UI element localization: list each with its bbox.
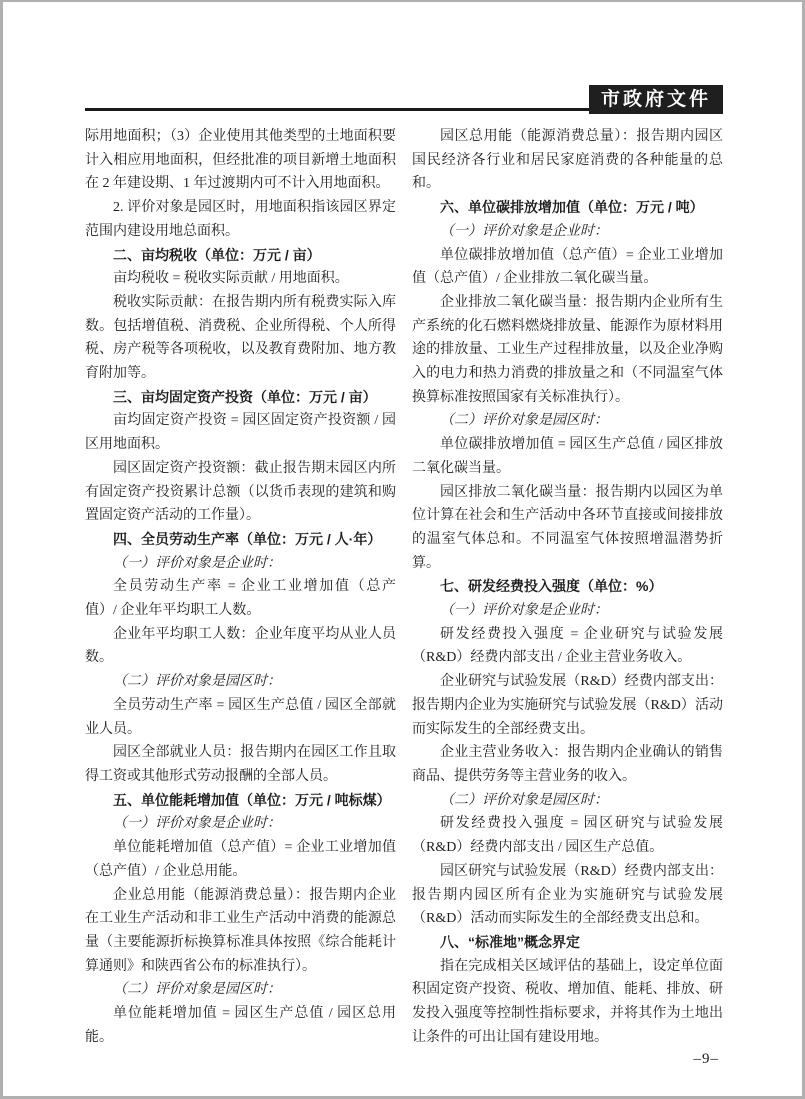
paragraph: 企业主营业务收入：报告期内企业确认的销售商品、提供劳务等主营业务的收入。 [412,745,723,784]
paragraph: 研发经费投入强度 = 企业研究与试验发展（R&D）经费内部支出 / 企业主营业务收入。 [412,626,723,666]
section-heading: 八、“标准地”概念界定 [440,933,580,950]
sub-heading: （一）评价对象是企业时： [113,816,281,832]
section-heading: 四、全员劳动生产率（单位：万元 / 人·年） [113,530,382,547]
paragraph: 研发经费投入强度 = 园区研究与试验发展（R&D）经费内部支出 / 园区生产总值。 [412,816,723,856]
paragraph: 单位碳排放增加值 = 园区生产总值 / 园区排放二氧化碳当量。 [412,437,723,476]
paragraph: 全员劳动生产率 = 园区生产总值 / 园区全部就业人员。 [85,697,396,737]
sub-heading: （一）评价对象是企业时： [440,603,608,619]
paragraph: 园区排放二氧化碳当量：报告期内以园区为单位计算在社会和生产活动中各环节直接或间接排放的温室气体总和。不同温室气体按照增温潜势折算。 [412,484,723,571]
document-content [85,84,723,1068]
paragraph: 际用地面积；（3）企业使用其他类型的土地面积要计入相应用地面积，但经批准的项目新增土地面积在 2 年建设期、1 年过渡期内可不计入用地面积。 [85,129,396,192]
sub-heading: （二）评价对象是园区时： [440,792,608,808]
sub-heading: （二）评价对象是园区时： [440,413,608,429]
paragraph: 企业排放二氧化碳当量：报告期内企业所有生产系统的化石燃料燃烧排放量、能源作为原材料用途的排放量、工业生产过程排放量，以及企业净购入的电力和热力消费的排放量之和（不同温室气体换算标准按照国家有关标准执行）。 [412,294,723,405]
paragraph: 全员劳动生产率 = 企业工业增加值（总产值）/ 企业年平均职工人数。 [85,579,396,619]
paragraph: 指在完成相关区域评估的基础上，设定单位面积固定资产投资、税收、增加值、能耗、排放、研发投入强度等控制性指标要求，并将其作为土地出让条件的可出让国有建设用地。 [412,958,723,1045]
document-page [3,2,802,1096]
sub-heading: （一）评价对象是企业时： [113,555,281,571]
document-body [85,125,723,1049]
paragraph: 园区固定资产投资额：截止报告期末园区内所有固定资产投资累计总额（以货币表现的建筑和购置固定资产活动的工作量）。 [85,460,396,524]
paragraph: 2. 评价对象是园区时，用地面积指该园区界定范围内建设用地总面积。 [85,200,396,239]
paragraph: 园区全部就业人员：报告期内在园区工作且取得工资或其他形式劳动报酬的全部人员。 [85,745,396,784]
page-header [85,84,723,114]
sub-heading: （二）评价对象是园区时： [113,674,281,690]
left-column [85,125,396,1049]
paragraph: 税收实际贡献：在报告期内所有税费实际入库数。包括增值税、消费税、企业所得税、个人所得税、房产税等各项税收，以及教育费附加、地方教育附加等。 [85,294,396,382]
right-column [412,125,723,1049]
section-heading: 六、单位碳排放增加值（单位：万元 / 吨） [440,199,704,216]
paragraph: 亩均固定资产投资 = 园区固定资产投资额 / 园区用地面积。 [85,413,396,453]
paragraph: 园区总用能（能源消费总量）：报告期内园区国民经济各行业和居民家庭消费的各种能量的总和。 [412,129,723,192]
section-heading: 二、亩均税收（单位：万元 / 亩） [113,246,321,263]
section-heading: 五、单位能耗增加值（单位：万元 / 吨标煤） [113,791,391,808]
paragraph: 单位能耗增加值（总产值）= 企业工业增加值（总产值）/ 企业总用能。 [85,840,396,879]
paragraph: 单位能耗增加值 = 园区生产总值 / 园区总用能。 [85,1006,396,1045]
sub-heading: （一）评价对象是企业时： [440,223,608,239]
sub-heading: （二）评价对象是园区时： [113,982,281,998]
paragraph: 企业年平均职工人数：企业年度平均从业人员数。 [85,626,396,666]
paragraph: 亩均税收 = 税收实际贡献 / 用地面积。 [113,271,349,287]
document-type-label: 市政府文件 [589,85,723,114]
page-number: –9– [693,1051,719,1068]
paragraph: 单位碳排放增加值（总产值）= 企业工业增加值（总产值）/ 企业排放二氧化碳当量。 [412,247,723,287]
paragraph: 企业总用能（能源消费总量）：报告期内企业在工业生产活动和非工业生产活动中消费的能源总量（主要能源折标换算标准具体按照《综合能耗计算通则》和陕西省公布的标准执行）。 [85,887,396,974]
paragraph: 园区研究与试验发展（R&D）经费内部支出：报告期内园区所有企业为实施研究与试验发展（R&D）活动而实际发生的全部经费支出总和。 [412,863,723,927]
section-heading: 七、研发经费投入强度（单位：%） [440,578,663,595]
section-heading: 三、亩均固定资产投资（单位：万元 / 亩） [113,388,377,405]
paragraph: 企业研究与试验发展（R&D）经费内部支出：报告期内企业为实施研究与试验发展（R&D）活动而实际发生的全部经费支出。 [412,674,723,737]
header-rule [85,108,589,111]
